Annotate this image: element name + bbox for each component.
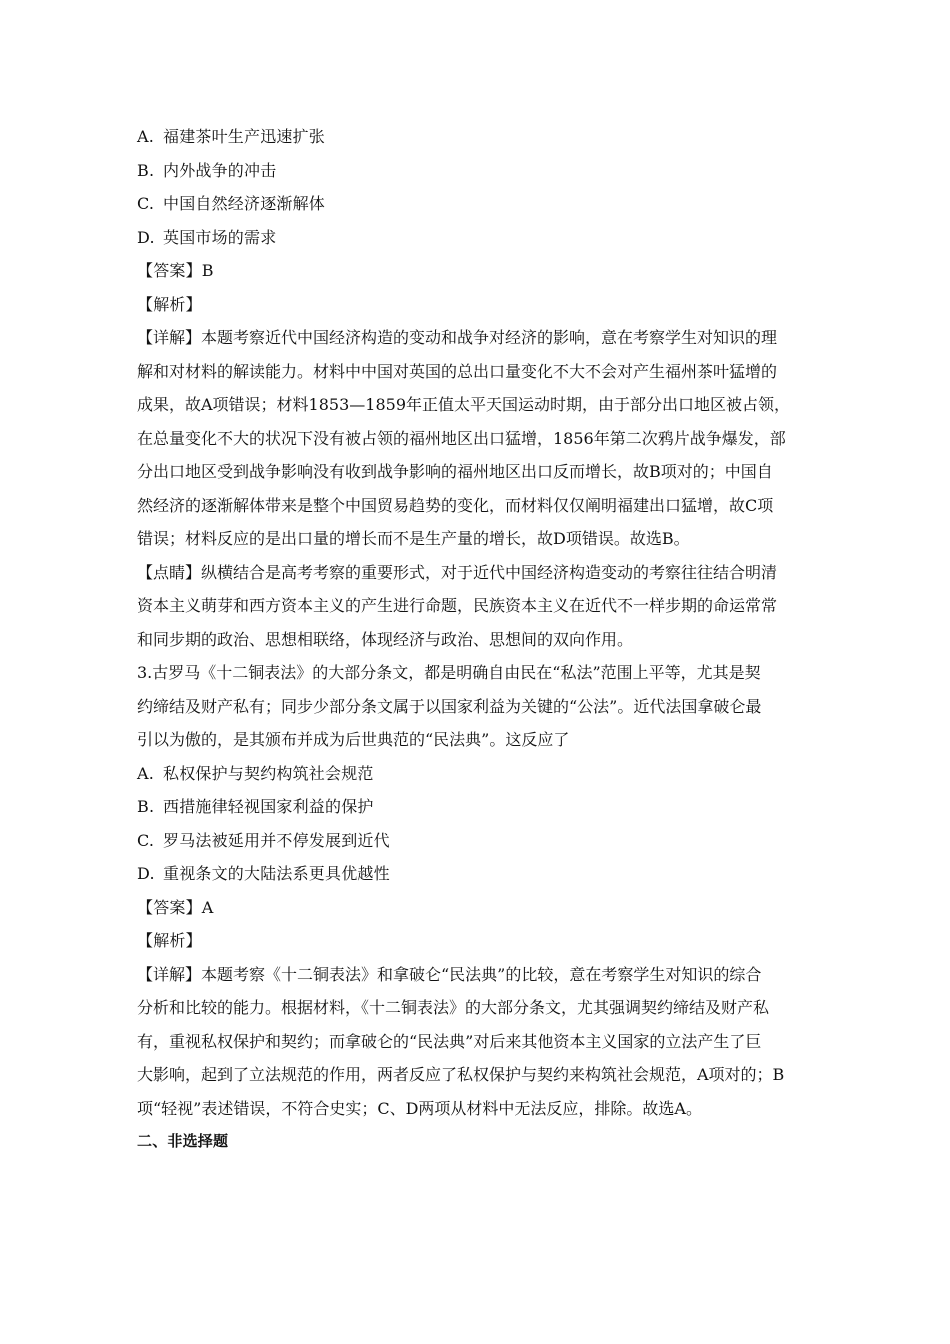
q2-point-line: 和同步期的政治、思想相联络，体现经济与政治、思想间的双向作用。 [137,629,634,649]
q3-stem-line: 引以为傲的，是其颁布并成为后世典范的“民法典”。这反应了 [137,730,570,749]
q2-detail-line: 错误；材料反应的是出口量的增长而不是生产量的增长，故D项错误。故选B。 [137,529,690,548]
q2-options [137,120,817,254]
q3-detail-line: 项“轻视”表述错误，不符合史实；C、D两项从材料中无法反应，排除。故选A。 [137,1098,702,1118]
q3-options [137,757,817,891]
q2-option-a: A. 福建茶叶生产迅速扩张 [137,127,326,146]
q3-option-a: A. 私权保护与契约构筑社会规范 [137,763,374,783]
q3-detail-line: 分析和比较的能力。根据材料，《十二铜表法》的大部分条文，尤其强调契约缔结及财产私 [137,998,770,1017]
q3-stem [137,656,817,757]
q2-detail-line: 分出口地区受到战争影响没有收到战争影响的福州地区出口反而增长，故B项对的；中国自 [137,462,773,481]
q2-detail-line: 【详解】本题考察近代中国经济构造的变动和战争对经济的影响，意在考察学生对知识的理 [137,328,778,347]
q2-option-d: D. 英国市场的需求 [137,227,277,247]
q3-detail-line: 【详解】本题考察《十二铜表法》和拿破仑“民法典”的比较，意在考察学生对知识的综合 [137,964,762,984]
q3-detail-line: 大影响，起到了立法规范的作用，两者反应了私权保护与契约来构筑社会规范，A项对的；B [137,1065,785,1084]
q3-stem-line: 约缔结及财产私有；同步少部分条文属于以国家利益为关键的“公法”。近代法国拿破仑最 [137,696,762,716]
q2-detail-line: 成果，故A项错误；材料1853—1859年正值太平天国运动时期，由于部分出口地区被占领， [137,395,790,414]
q2-detail-line: 解和对材料的解读能力。材料中中国对英国的总出口量变化不大不会对产生福州茶叶猛增的 [137,361,778,381]
q3-option-b: B. 西措施律轻视国家利益的保护 [137,797,374,816]
q3-option-c: C. 罗马法被延用并不停发展到近代 [137,830,390,850]
q2-detail-line: 然经济的逐渐解体带来是整个中国贸易趋势的变化，而材料仅仅阐明福建出口猛增，故C项 [137,495,774,515]
q2-point-line: 【点睛】纵横结合是高考考察的重要形式，对于近代中国经济构造变动的考察往往结合明清 [137,562,778,582]
q2-option-b: B. 内外战争的冲击 [137,160,277,180]
q3-detail [137,958,817,1126]
q3-analysis-label: 【解析】 [137,931,202,950]
section-heading: 二、非选择题 [137,1132,229,1150]
document-content [137,120,817,1159]
q2-answer: 【答案】B [137,261,214,280]
q3-option-d: D. 重视条文的大陆法系更具优越性 [137,864,390,883]
q3-answer: 【答案】A [137,897,214,917]
q2-point [137,556,817,657]
q2-point-line: 资本主义萌芽和西方资本主义的产生进行命题，民族资本主义在近代不一样步期的命运常常 [137,596,778,615]
q2-analysis-label: 【解析】 [137,294,202,314]
q3-detail-line: 有，重视私权保护和契约；而拿破仑的“民法典”对后来其他资本主义国家的立法产生了巨 [137,1031,762,1051]
q2-detail [137,321,817,556]
q2-detail-line: 在总量变化不大的状况下没有被占领的福州地区出口猛增，1856年第二次鸦片战争爆发，部 [137,428,786,448]
q3-stem-line: 3.古罗马《十二铜表法》的大部分条文，都是明确自由民在“私法”范围上平等，尤其是契 [137,663,761,682]
q2-option-c: C. 中国自然经济逐渐解体 [137,194,326,213]
